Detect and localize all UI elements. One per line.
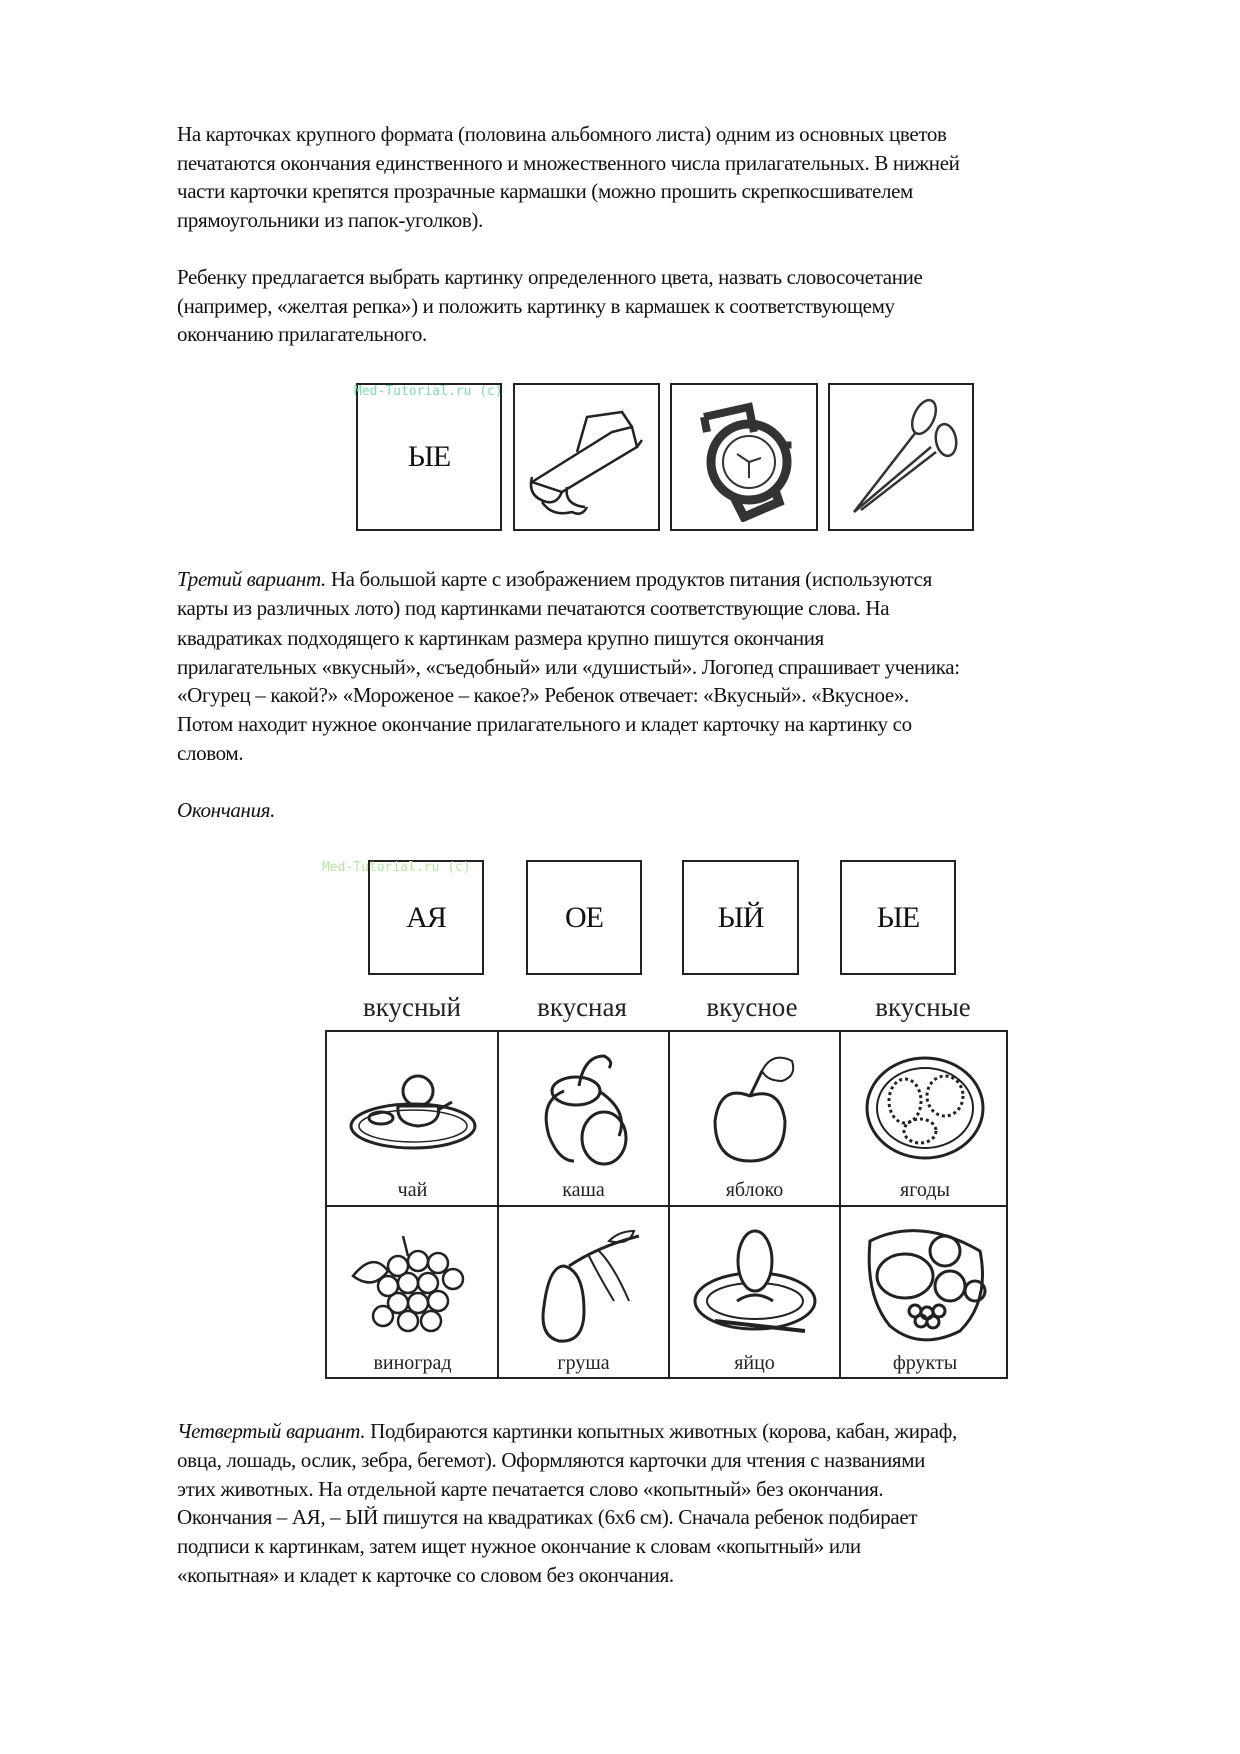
paragraph-3-line: квадратиках подходящего к картинкам размера крупно пишутся окончания (177, 626, 824, 650)
lotto-cell (327, 1032, 498, 1206)
picture-card-watch (670, 383, 818, 531)
cell-label: яблоко (725, 1179, 784, 1201)
cell-label: фрукты (892, 1352, 958, 1374)
ending-card-text: ОЕ (565, 900, 603, 934)
paragraph-2-line: (например, «желтая репка») и положить картинку в кармашек к соответствующему (177, 294, 895, 318)
paragraph-3-line (177, 566, 932, 592)
ending-card (356, 383, 502, 531)
endings-heading: Окончания. (177, 798, 276, 822)
paragraph-4-line: «копытная» и кладет к карточке со словом без окончания. (177, 1563, 674, 1587)
adjective-word: вкусный (362, 992, 462, 1022)
lotto-cell (840, 1207, 1010, 1379)
paragraph-3-text: На большой карте с изображением продуктов питания (используются (325, 567, 932, 591)
ending-card-text: ЫЙ (717, 900, 764, 934)
paragraph-4-line: этих животных. На отдельной карте печатается слово «копытный» без окончания. (177, 1477, 884, 1501)
paragraph-1-line: печатаются окончания единственного и множественного числа прилагательных. В нижней (177, 151, 960, 175)
ending-card-text: ЫЕ (407, 440, 451, 473)
lotto-cell (840, 1032, 1010, 1206)
adjective-word: вкусные (875, 992, 971, 1022)
scissors-icon (836, 392, 966, 522)
cell-label: ягоды (900, 1179, 950, 1201)
paragraph-3-line: Потом находит нужное окончание прилагательного и кладет карточку на картинку со (177, 712, 912, 736)
paragraph-3-line: «Огурец – какой?» «Мороженое – какое?» Ребенок отвечает: «Вкусный». «Вкусное». (177, 683, 909, 707)
cell-label: груша (557, 1352, 610, 1374)
paragraph-2-line: Ребенку предлагается выбрать картинку определенного цвета, назвать словосочетание (177, 265, 923, 289)
ending-card (840, 860, 956, 975)
paragraph-4-line: овца, лошадь, ослик, зебра, бегемот). Оформляются карточки для чтения с названиями (177, 1448, 926, 1472)
lotto-cell (669, 1207, 840, 1379)
berries-plate-icon (860, 1046, 990, 1166)
teapot-icon (343, 1046, 483, 1166)
cell-label: чай (397, 1179, 428, 1201)
paragraph-1-line: части карточки крепятся прозрачные кармашки (можно прошить скрепкосшивателем (177, 179, 913, 203)
watermark: Med-Tutorial.ru (c) (354, 384, 503, 399)
cell-label: виноград (373, 1352, 452, 1374)
lotto-card-grid (325, 1030, 1008, 1379)
watch-icon (679, 392, 809, 522)
pear-icon (519, 1221, 649, 1351)
paragraph-4-text: Подбираются картинки копытных животных (корова, кабан, жираф, (365, 1419, 957, 1443)
paragraph-4-line: Окончания – АЯ, – ЫЙ пишутся на квадратиках (6х6 см). Сначала ребенок подбирает (177, 1505, 918, 1529)
paragraph-1-line: На карточках крупного формата (половина альбомного листа) одним из основных цветов (177, 122, 947, 146)
adjective-word: вкусное (706, 992, 798, 1022)
paragraph-2-line: окончанию прилагательного. (177, 322, 427, 346)
cell-label: яйцо (734, 1352, 775, 1374)
paragraph-3-line: словом. (177, 741, 244, 765)
cell-label: каша (562, 1179, 605, 1201)
variant-3-lead: Третий вариант. (177, 567, 326, 591)
apple-icon (695, 1046, 815, 1171)
variant-4-lead: Четвертый вариант. (177, 1419, 366, 1443)
picture-card-sled (513, 383, 660, 531)
lotto-cell (327, 1207, 498, 1379)
paragraph-3-line: карты из различных лото) под картинками печатаются соответствующие слова. На (177, 596, 890, 620)
ending-card (682, 860, 799, 975)
lotto-cell (669, 1032, 840, 1206)
ending-card (368, 860, 484, 975)
paragraph-3-line: прилагательных «вкусный», «съедобный» или «душистый». Логопед спрашивает ученика: (177, 655, 960, 679)
paragraph-4-line: подписи к картинкам, затем ищет нужное окончание к словам «копытный» или (177, 1534, 861, 1558)
ending-card-text: АЯ (406, 900, 446, 934)
lotto-cell (498, 1032, 669, 1206)
picture-card-scissors (828, 383, 974, 531)
adjective-word: вкусная (537, 992, 627, 1022)
lotto-cell (498, 1207, 669, 1379)
grapes-icon (343, 1221, 483, 1341)
fruit-bowl-icon (860, 1221, 990, 1346)
ending-card (526, 860, 642, 975)
paragraph-1-line: прямоугольники из папок-уголков). (177, 208, 483, 232)
paragraph-4-line (177, 1418, 957, 1444)
pumpkin-icon (524, 1046, 644, 1171)
egg-icon (685, 1221, 825, 1346)
sled-icon (522, 392, 652, 522)
ending-card-text: ЫЕ (876, 900, 920, 934)
watermark: Med-Tutorial.ru (c) (322, 860, 471, 875)
